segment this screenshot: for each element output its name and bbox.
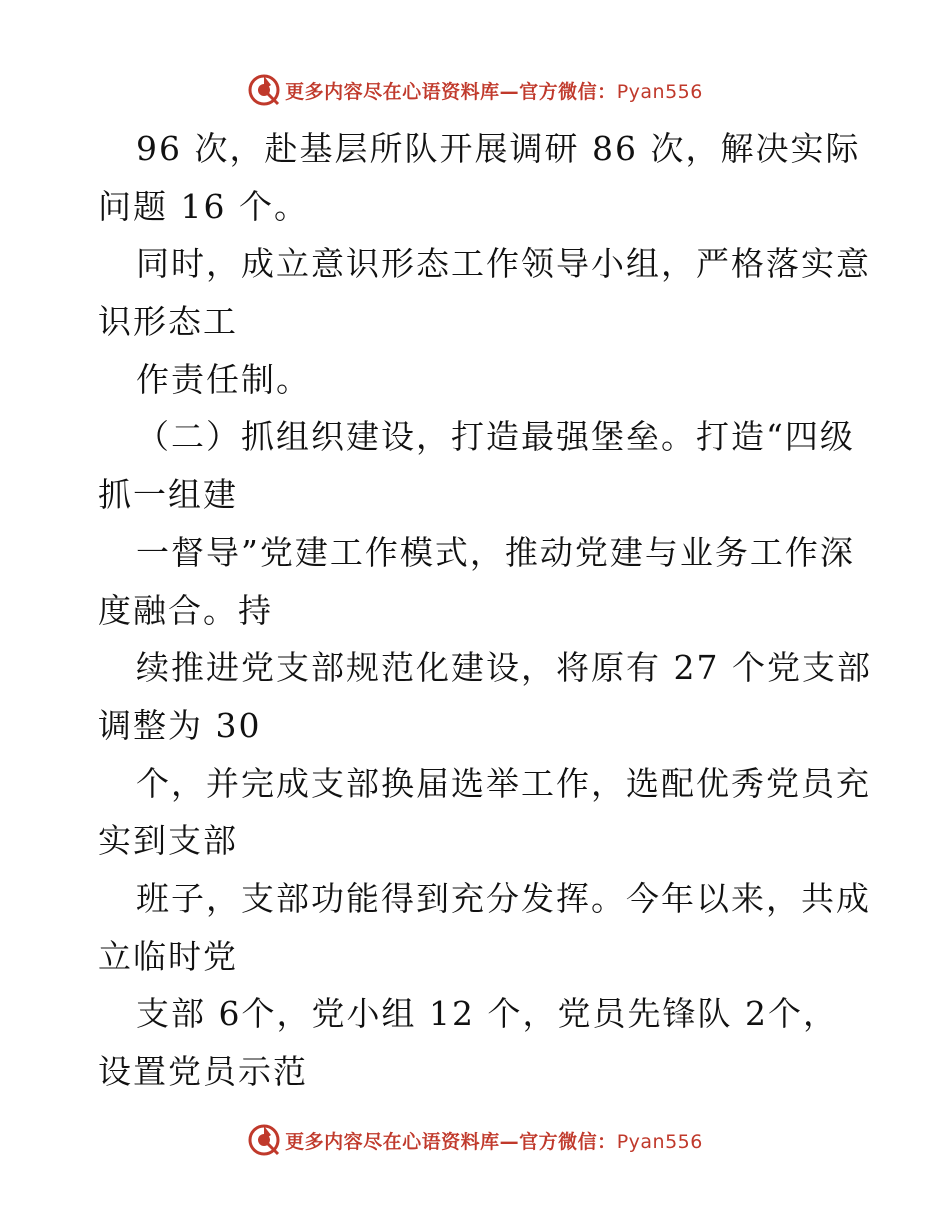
logo-icon <box>247 73 281 107</box>
text-line: 96 次，赴基层所队开展调研 86 次，解决实际 <box>136 129 861 168</box>
text-line: 作责任制。 <box>136 359 311 399</box>
text-line: 立临时党 <box>98 936 238 976</box>
text-line: 支部 6个，党小组 12 个，党员先锋队 2个， <box>136 994 838 1034</box>
footer-banner <box>0 1120 950 1160</box>
text-line: （二）抓组织建设，打造最强堡垒。打造“四级 <box>136 417 855 457</box>
banner-text: 更多内容尽在心语资料库—官方微信：Pyan556 <box>285 80 703 103</box>
text-line: 续推进党支部规范化建设，将原有 27 个党支部 <box>136 648 872 688</box>
logo-icon <box>247 1123 281 1157</box>
banner-text: 更多内容尽在心语资料库—官方微信：Pyan556 <box>285 1130 703 1153</box>
document-body <box>98 120 872 1101</box>
header-banner <box>0 70 950 110</box>
text-line: 一督导”党建工作模式，推动党建与业务工作深 <box>136 532 855 572</box>
text-line: 识形态工 <box>98 302 238 342</box>
text-line: 设置党员示范 <box>98 1052 308 1091</box>
text-line: 问题 16 个。 <box>98 186 309 226</box>
text-line: 实到支部 <box>98 821 238 861</box>
text-line: 度融合。持 <box>98 590 273 630</box>
text-line: 同时，成立意识形态工作领导小组，严格落实意 <box>136 244 871 284</box>
text-line: 班子，支部功能得到充分发挥。今年以来，共成 <box>136 878 871 918</box>
text-line: 抓一组建 <box>98 475 238 515</box>
text-line: 个，并完成支部换届选举工作，选配优秀党员充 <box>136 763 871 803</box>
text-line: 调整为 30 <box>98 705 262 745</box>
